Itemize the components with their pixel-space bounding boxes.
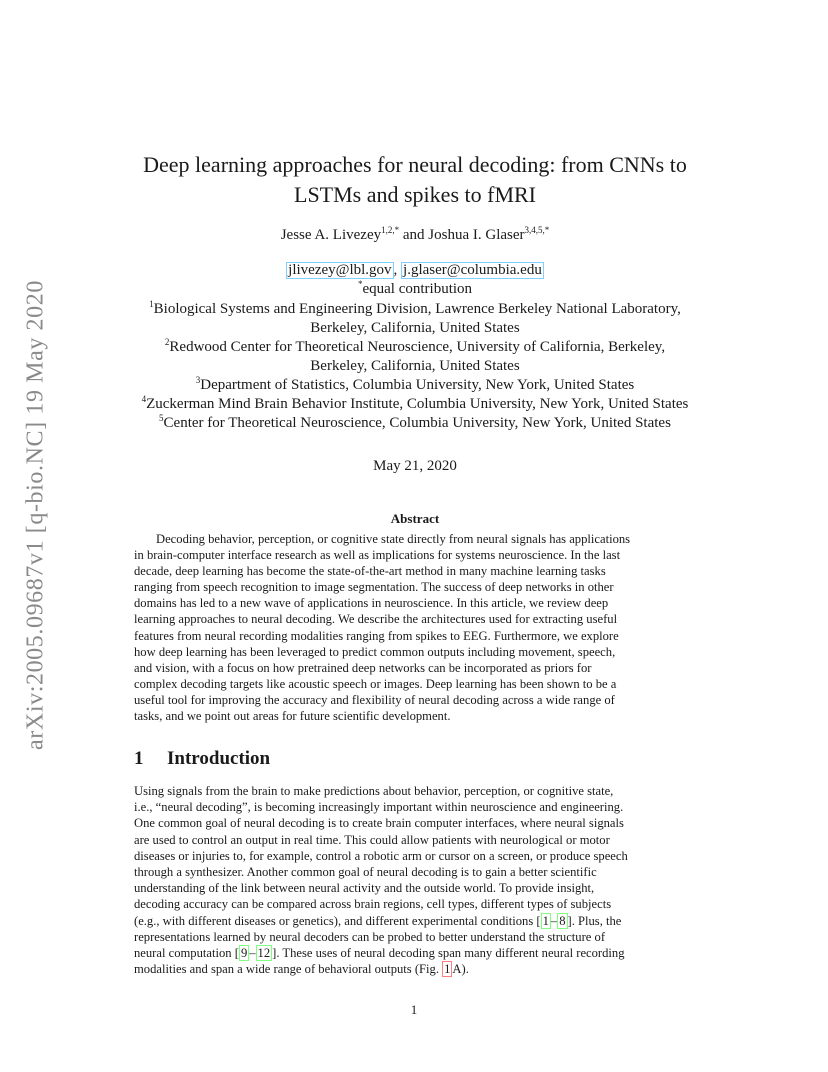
- body-line: i.e., “neural decoding”, is becoming increasingly important within neuroscience and engineering.: [134, 800, 624, 815]
- email-separator: ,: [393, 262, 402, 278]
- body-line: understanding of the link between neural activity and the outside world. To provide insight,: [134, 881, 595, 896]
- body-line: [134, 961, 694, 977]
- affiliation-number: 1: [149, 299, 154, 309]
- affiliation-line: [80, 338, 750, 357]
- introduction-body: [134, 783, 694, 977]
- citation-range-dash: –: [550, 913, 558, 928]
- equal-contribution-text: equal contribution: [362, 281, 473, 297]
- body-line: decoding accuracy can be compared across brain regions, cell types, different types of subjects: [134, 897, 612, 912]
- abstract-line: tasks, and we point out areas for future scientific development.: [134, 709, 451, 724]
- email-list: [120, 262, 710, 279]
- affiliation-text: Redwood Center for Theoretical Neuroscience, University of California, Berkeley,: [169, 339, 666, 355]
- affiliation-number: 4: [141, 394, 147, 404]
- body-text: modalities and span a wide range of behavioral outputs (Fig.: [134, 962, 443, 977]
- abstract-heading: Abstract: [390, 511, 440, 526]
- page-number: 1: [410, 1002, 418, 1017]
- abstract-line: decade, deep learning has become the state-of-the-art method in many machine learning tasks: [134, 564, 606, 579]
- body-line: are used to control an output in real time. This could allow patients with neurological or motor: [134, 832, 610, 847]
- author-affiliation-marks: 3,4,5,*: [524, 225, 550, 235]
- abstract-line: domains has led to a new wave of applications in neuroscience. In this article, we review deep: [134, 596, 609, 611]
- body-line: through a synthesizer. Another common goal of neural decoding is to gain a better scientific: [134, 865, 597, 880]
- abstract-line: how deep learning has been leveraged to predict common outputs including movement, speech,: [134, 644, 616, 659]
- citation-link[interactable]: 8: [559, 913, 566, 928]
- abstract-line: useful tool for improving the accuracy and flexibility of neural decoding across a wide range of: [134, 692, 615, 707]
- affiliation-list: [80, 300, 750, 433]
- paper-title: [110, 150, 720, 210]
- section-number: 1: [134, 748, 144, 769]
- author-name: Joshua I. Glaser: [428, 227, 525, 243]
- title-line-2: LSTMs and spikes to fMRI: [294, 182, 536, 207]
- abstract-line: complex decoding targets like acoustic speech or images. Deep learning has been shown to be a: [134, 676, 617, 691]
- body-text: A).: [452, 962, 469, 977]
- publication-date: May 21, 2020: [373, 458, 457, 474]
- abstract-line: in brain-computer interface research as well as implications for systems neuroscience. In the last: [134, 548, 621, 563]
- body-line: neural computation [ 9 – 12 ]. These uses of neural decoding span many different neural recording: [134, 946, 625, 961]
- body-text: . Plus, the: [571, 913, 622, 928]
- title-line-1: Deep learning approaches for neural decoding: from CNNs to: [143, 152, 687, 177]
- author-conjunction: and: [399, 227, 429, 243]
- equal-contribution-note: [120, 281, 710, 298]
- affiliation-line: [80, 300, 750, 319]
- citation-link[interactable]: 9: [240, 946, 248, 961]
- abstract-line: and vision, with a focus on how pretrained deep networks can be incorporated as priors for: [134, 660, 592, 675]
- affiliation-text: Center for Theoretical Neuroscience, Columbia University, New York, United States: [163, 415, 671, 431]
- body-text: (e.g., with different diseases or genetics), and different experimental conditions: [134, 913, 537, 928]
- section-title: Introduction: [167, 748, 271, 769]
- body-text: . These uses of neural decoding span many different neural recording: [276, 946, 625, 961]
- equal-contribution-mark: *: [357, 279, 363, 289]
- affiliation-line: Berkeley, California, United States: [310, 320, 520, 336]
- citation-range-dash: –: [249, 946, 256, 961]
- citation-link[interactable]: 12: [257, 946, 271, 961]
- abstract-line: features from neural recording modalities ranging from spikes to EEG. Furthermore, we explore: [134, 628, 619, 643]
- body-line: Using signals from the brain to make predictions about behavior, perception, or cognitive state,: [134, 784, 614, 798]
- affiliation-text: Biological Systems and Engineering Division, Lawrence Berkeley National Laboratory,: [153, 301, 681, 317]
- author-list: [120, 227, 710, 244]
- affiliation-line: [80, 376, 750, 395]
- author-affiliation-marks: 1,2,*: [381, 225, 400, 235]
- abstract-body: [134, 531, 694, 724]
- email-link[interactable]: jlivezey@lbl.gov: [288, 262, 392, 278]
- body-line: One common goal of neural decoding is to create brain computer interfaces, where neural signals: [134, 816, 624, 831]
- author-name: Jesse A. Livezey: [280, 227, 382, 243]
- body-line: diseases or injuries to, for example, control a robotic arm or cursor on a screen, or produce speech: [134, 848, 628, 863]
- affiliation-number: 5: [159, 413, 164, 423]
- affiliation-number: 2: [164, 337, 170, 347]
- section-heading: [134, 748, 270, 770]
- abstract-line: learning approaches to neural decoding. We describe the architectures used for extracting useful: [134, 612, 618, 627]
- body-line: (e.g., with different diseases or genetics), and different experimental conditions [ 1 – 8 ]. Plus, the: [134, 913, 622, 928]
- body-text: neural computation: [134, 946, 235, 961]
- affiliation-line: Berkeley, California, United States: [310, 358, 520, 374]
- affiliation-line: [80, 414, 750, 433]
- affiliation-number: 3: [195, 375, 201, 385]
- affiliation-text: Zuckerman Mind Brain Behavior Institute, Columbia University, New York, United States: [146, 396, 689, 412]
- affiliation-line: [80, 395, 750, 414]
- body-line: representations learned by neural decoders can be probed to better understand the structure of: [134, 929, 606, 944]
- arxiv-stamp: arXiv:2005.09687v1 [q-bio.NC] 19 May 2020: [22, 280, 49, 750]
- affiliation-text: Department of Statistics, Columbia University, New York, United States: [200, 377, 635, 393]
- email-link[interactable]: j.glaser@columbia.edu: [403, 262, 542, 278]
- abstract-line: ranging from speech recognition to image segmentation. The success of deep networks in other: [134, 580, 614, 595]
- abstract-line: Decoding behavior, perception, or cognitive state directly from neural signals has applications: [156, 532, 631, 546]
- citation-link[interactable]: 1: [542, 913, 549, 928]
- figure-reference-link[interactable]: 1: [444, 962, 451, 977]
